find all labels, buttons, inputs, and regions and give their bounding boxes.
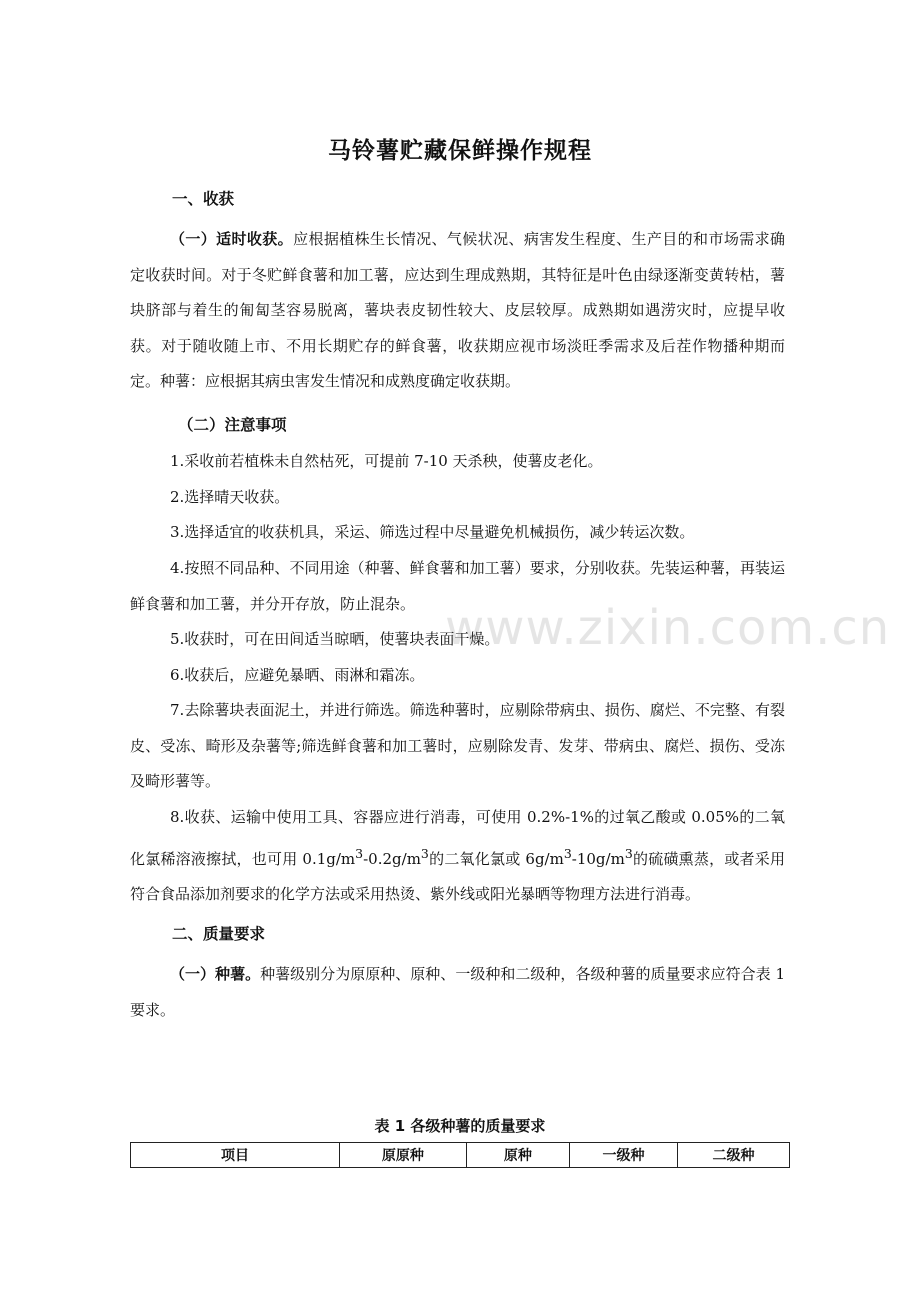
superscript: 3 xyxy=(563,845,572,861)
list-item: 7.去除薯块表面泥土，并进行筛选。筛选种薯时，应剔除带病虫、损伤、腐烂、不完整、有裂皮、受冻、畸形及杂薯等;筛选鲜食薯和加工薯时，应剔除发青、发芽、带病虫、腐烂、损伤、受冻及畸形薯等。 xyxy=(130,701,785,790)
table-header-cell: 一级种 xyxy=(569,1143,677,1168)
item-text: 8.收获、运输中使用工具、容器应进行消毒，可使用 0.2%-1%的过氧乙酸或 0.05%的二氧化氯稀溶液擦拭，也可用 0.1g/m xyxy=(130,808,785,868)
table-header-cell: 原种 xyxy=(466,1143,569,1168)
list-item-disinfection xyxy=(130,800,785,913)
table-header-row xyxy=(131,1143,790,1168)
watermark: www.zixin.com.cn xyxy=(445,600,891,656)
paragraph-lead: （一）种薯。 xyxy=(170,965,261,983)
quality-table xyxy=(130,1142,790,1168)
superscript: 3 xyxy=(624,845,633,861)
paragraph-timely-harvest xyxy=(130,222,785,400)
list-item: 2.选择晴天收获。 xyxy=(170,488,290,506)
list-item: 5.收获时，可在田间适当晾晒，使薯块表面干燥。 xyxy=(170,630,500,648)
table-caption: 表 1 各级种薯的质量要求 xyxy=(374,1117,546,1135)
list-item: 1.采收前若植株未自然枯死，可提前 7-10 天杀秧，使薯皮老化。 xyxy=(170,452,603,470)
item-text: -0.2g/m xyxy=(363,849,421,868)
superscript: 3 xyxy=(420,845,429,861)
item-text: -10g/m xyxy=(571,849,625,868)
item-text: 的硫磺熏蒸，或者采用符合食品添加剂要求的化学方法或采用热烫、紫外线或阳光暴晒等物理方法进行消毒。 xyxy=(130,849,785,903)
paragraph-text: 种薯级别分为原原种、原种、一级种和二级种，各级种薯的质量要求应符合表 1 要求。 xyxy=(130,965,785,1019)
item-text: 的二氧化氯或 6g/m xyxy=(428,849,564,868)
list-item: 4.按照不同品种、不同用途（种薯、鲜食薯和加工薯）要求，分别收获。先装运种薯，再装运鲜食薯和加工薯，并分开存放，防止混杂。 xyxy=(130,559,785,613)
section-heading-notes: （二）注意事项 xyxy=(178,416,287,434)
list-item: 6.收获后，应避免暴晒、雨淋和霜冻。 xyxy=(170,666,425,684)
paragraph-lead: （一）适时收获。 xyxy=(170,230,294,248)
document-title: 马铃薯贮藏保鲜操作规程 xyxy=(328,137,592,164)
table-header-cell: 二级种 xyxy=(677,1143,789,1168)
table-header-cell: 项目 xyxy=(131,1143,340,1168)
section-heading-quality: 二、质量要求 xyxy=(172,925,266,943)
table-header-cell: 原原种 xyxy=(340,1143,467,1168)
paragraph-text: 应根据植株生长情况、气候状况、病害发生程度、生产目的和市场需求确定收获时间。对于冬贮鲜食薯和加工薯，应达到生理成熟期，其特征是叶色由绿逐渐变黄转枯，薯块脐部与着生的匍匐茎容易脱离，薯块表皮韧性较大、皮层较厚。成熟期如遇涝灾时，应提早收获。对于随收随上市、不用长期贮存的鲜食薯，收获期应视市场淡旺季需求及后茬作物播种期而定。种薯：应根据其病虫害发生情况和成熟度确定收获期。 xyxy=(130,230,785,390)
superscript: 3 xyxy=(355,845,364,861)
paragraph-seed-potato xyxy=(130,957,785,1028)
section-heading-harvest: 一、收获 xyxy=(172,190,235,208)
list-item: 3.选择适宜的收获机具，采运、筛选过程中尽量避免机械损伤，减少转运次数。 xyxy=(170,523,695,541)
